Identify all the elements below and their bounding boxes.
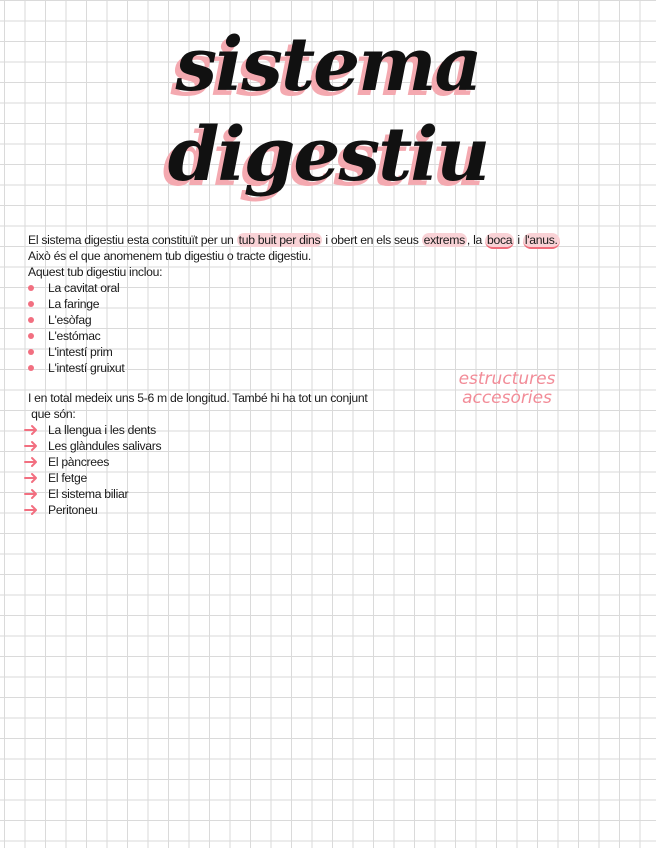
list-item-label: La cavitat oral [48, 281, 120, 295]
total-line-2: que són: [28, 407, 76, 421]
list-item [28, 486, 648, 502]
list-item-label: L'estómac [48, 329, 101, 343]
page-title-line-2: digestiu [167, 112, 489, 198]
list-item [28, 502, 648, 518]
highlight-extrems: extrems [423, 233, 465, 247]
list-item [28, 438, 648, 454]
side-note-line-1: estructures [458, 369, 556, 389]
accessory-structures-list [28, 422, 648, 518]
list-item [28, 328, 648, 344]
bullet-icon [28, 333, 34, 339]
intro-text: El sistema digestiu esta constituït per un [28, 233, 237, 247]
arrow-right-icon [24, 470, 40, 486]
tube-parts-list [28, 280, 648, 376]
list-item-label: La llengua i les dents [48, 423, 156, 437]
total-line-1: I en total medeix uns 5-6 m de longitud. També hi ha tot un conjunt [28, 391, 368, 405]
bullet-icon [28, 301, 34, 307]
bullet-icon [28, 349, 34, 355]
list-item-label: L'intestí prim [48, 345, 113, 359]
list-item-label: El sistema biliar [48, 487, 129, 501]
arrow-right-icon [24, 422, 40, 438]
page-title-line-1: sistema [175, 22, 481, 108]
list-item-label: L'intestí gruixut [48, 361, 125, 375]
intro-line-2: Això és el que anomenem tub digestiu o tracte digestiu. [28, 249, 311, 263]
list-item-label: Peritoneu [48, 503, 98, 517]
list-item-label: El fetge [48, 471, 87, 485]
list-item-label: La faringe [48, 297, 100, 311]
title-block [0, 22, 656, 212]
intro-line-3: Aquest tub digestiu inclou: [28, 265, 163, 279]
list-item [28, 422, 648, 438]
list-item-label: L'esòfag [48, 313, 92, 327]
list-item [28, 280, 648, 296]
list-item-label: Les glàndules salivars [48, 439, 162, 453]
list-item [28, 454, 648, 470]
underline-boca: boca [487, 233, 513, 247]
intro-text: i obert en els seus [322, 233, 422, 247]
arrow-right-icon [24, 486, 40, 502]
intro-text: , la [466, 233, 486, 247]
highlight-tub-buit: tub buit per dins [238, 233, 321, 247]
bullet-icon [28, 285, 34, 291]
list-item [28, 344, 648, 360]
intro-text: i [514, 233, 523, 247]
arrow-right-icon [24, 502, 40, 518]
bullet-icon [28, 317, 34, 323]
list-item [28, 312, 648, 328]
intro-line-1 [28, 232, 648, 248]
bullet-icon [28, 365, 34, 371]
list-item-label: El pàncrees [48, 455, 110, 469]
underline-anus: l'anus. [524, 233, 558, 247]
arrow-right-icon [24, 438, 40, 454]
side-note-accessory-structures [432, 370, 582, 408]
side-note-line-2: accesòries [462, 388, 552, 408]
list-item [28, 296, 648, 312]
list-item [28, 470, 648, 486]
arrow-right-icon [24, 454, 40, 470]
